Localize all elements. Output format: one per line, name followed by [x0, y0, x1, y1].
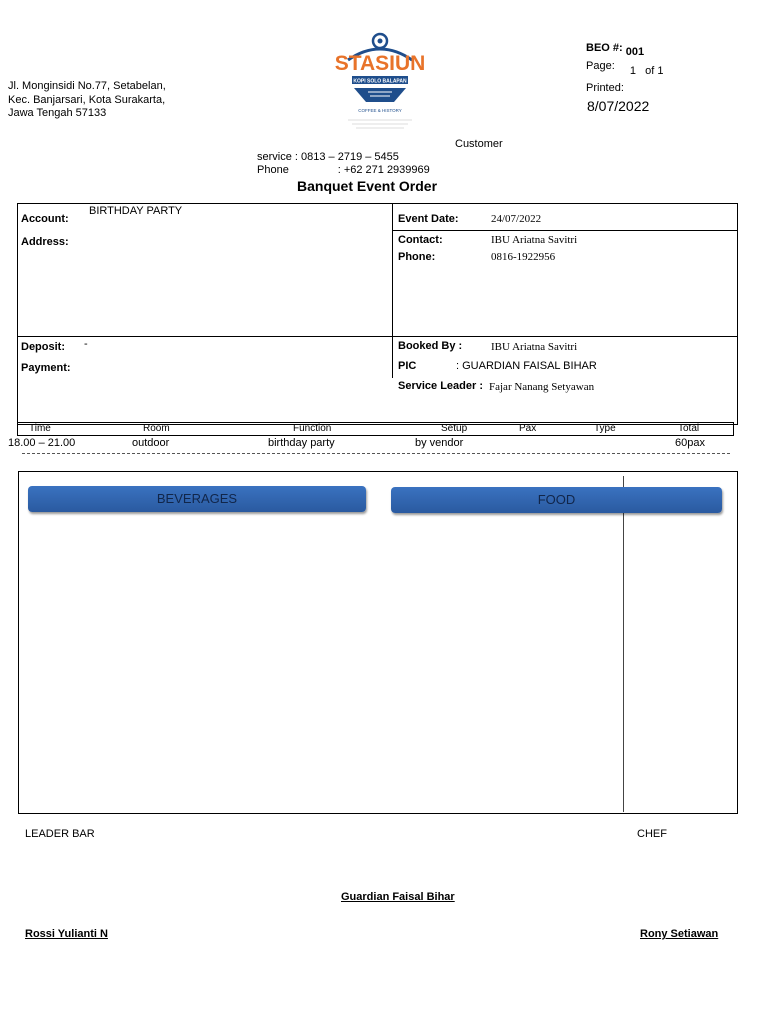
svg-text:STASIUN: STASIUN — [334, 52, 426, 75]
svg-text:COFFEE & HISTORY: COFFEE & HISTORY — [358, 108, 402, 113]
phone-label: Phone: — [398, 251, 436, 263]
center-signature-name: Guardian Faisal Bihar — [341, 891, 455, 903]
row-setup: by vendor — [415, 437, 464, 449]
booked-by-value: IBU Ariatna Savitri — [491, 341, 578, 353]
row-function: birthday party — [268, 437, 335, 449]
chef-label: CHEF — [637, 828, 667, 840]
service-line: service : 0813 – 2719 – 5455 — [257, 151, 399, 163]
phone-value: 0816-1922956 — [491, 251, 556, 263]
schedule-header — [17, 422, 734, 436]
phone-line: Phone : +62 271 2939969 — [257, 164, 430, 176]
food-section: FOOD — [391, 487, 722, 513]
beverages-section: BEVERAGES — [28, 486, 366, 512]
event-date-value: 24/07/2022 — [491, 213, 542, 225]
page-label: Page: — [586, 60, 615, 72]
page-value: 1 of 1 — [629, 65, 664, 77]
address-line-3: Jawa Tengah 57133 — [8, 107, 107, 119]
beo-label: BEO #: — [586, 42, 623, 54]
beo-info — [586, 42, 663, 94]
right-divider-1 — [392, 230, 737, 231]
beo-number: 001 — [625, 46, 645, 58]
account-label: Account: — [21, 213, 69, 225]
address-line-2: Kec. Banjarsari, Kota Surakarta, — [8, 93, 166, 106]
page-row — [586, 60, 664, 77]
header-room: Room — [143, 423, 170, 434]
service-contact — [257, 151, 430, 177]
company-address — [8, 80, 166, 121]
payment-label: Payment: — [21, 362, 71, 374]
row-total: 60pax — [675, 437, 705, 449]
service-leader-label: Service Leader : — [398, 380, 483, 392]
svg-text:KOPI SOLO BALAPAN: KOPI SOLO BALAPAN — [353, 78, 407, 85]
contact-label: Contact: — [398, 234, 443, 246]
pic-value: : GUARDIAN FAISAL BIHAR — [456, 360, 597, 372]
printed-date: 8/07/2022 — [587, 98, 650, 114]
row-time: 18.00 – 21.00 — [8, 437, 76, 449]
header-function: Function — [293, 423, 332, 434]
service-leader-value: Fajar Nanang Setyawan — [489, 381, 595, 393]
row-room: outdoor — [132, 437, 170, 449]
header-total: Total — [678, 423, 700, 434]
header-time: Time — [29, 423, 51, 434]
header-pax: Pax — [519, 423, 537, 434]
left-signature-name: Rossi Yulianti N — [25, 928, 108, 940]
menu-divider — [623, 476, 624, 812]
pic-label: PIC — [398, 360, 417, 372]
deposit-label: Deposit: — [21, 341, 65, 353]
page-title: Banquet Event Order — [297, 178, 438, 194]
booked-by-label: Booked By : — [398, 340, 463, 352]
menu-box — [18, 471, 738, 814]
event-date-label: Event Date: — [398, 213, 459, 225]
address-line-1: Jl. Monginsidi No.77, Setabelan, — [8, 80, 166, 92]
row-divider — [22, 453, 730, 454]
stasiun-logo — [328, 30, 432, 134]
beo-number-row — [586, 42, 663, 58]
contact-value: IBU Ariatna Savitri — [491, 234, 578, 246]
printed-label: Printed: — [586, 82, 624, 94]
header-type: Type — [594, 423, 616, 434]
right-signature-name: Rony Setiawan — [640, 928, 719, 940]
customer-label: Customer — [455, 138, 503, 150]
header-setup: Setup — [441, 423, 468, 434]
leader-bar-label: LEADER BAR — [25, 828, 95, 840]
account-value: BIRTHDAY PARTY — [89, 205, 183, 217]
address-label: Address: — [21, 236, 69, 248]
info-divider-horizontal — [17, 336, 737, 337]
deposit-value: - — [84, 338, 88, 350]
info-box — [17, 203, 738, 425]
